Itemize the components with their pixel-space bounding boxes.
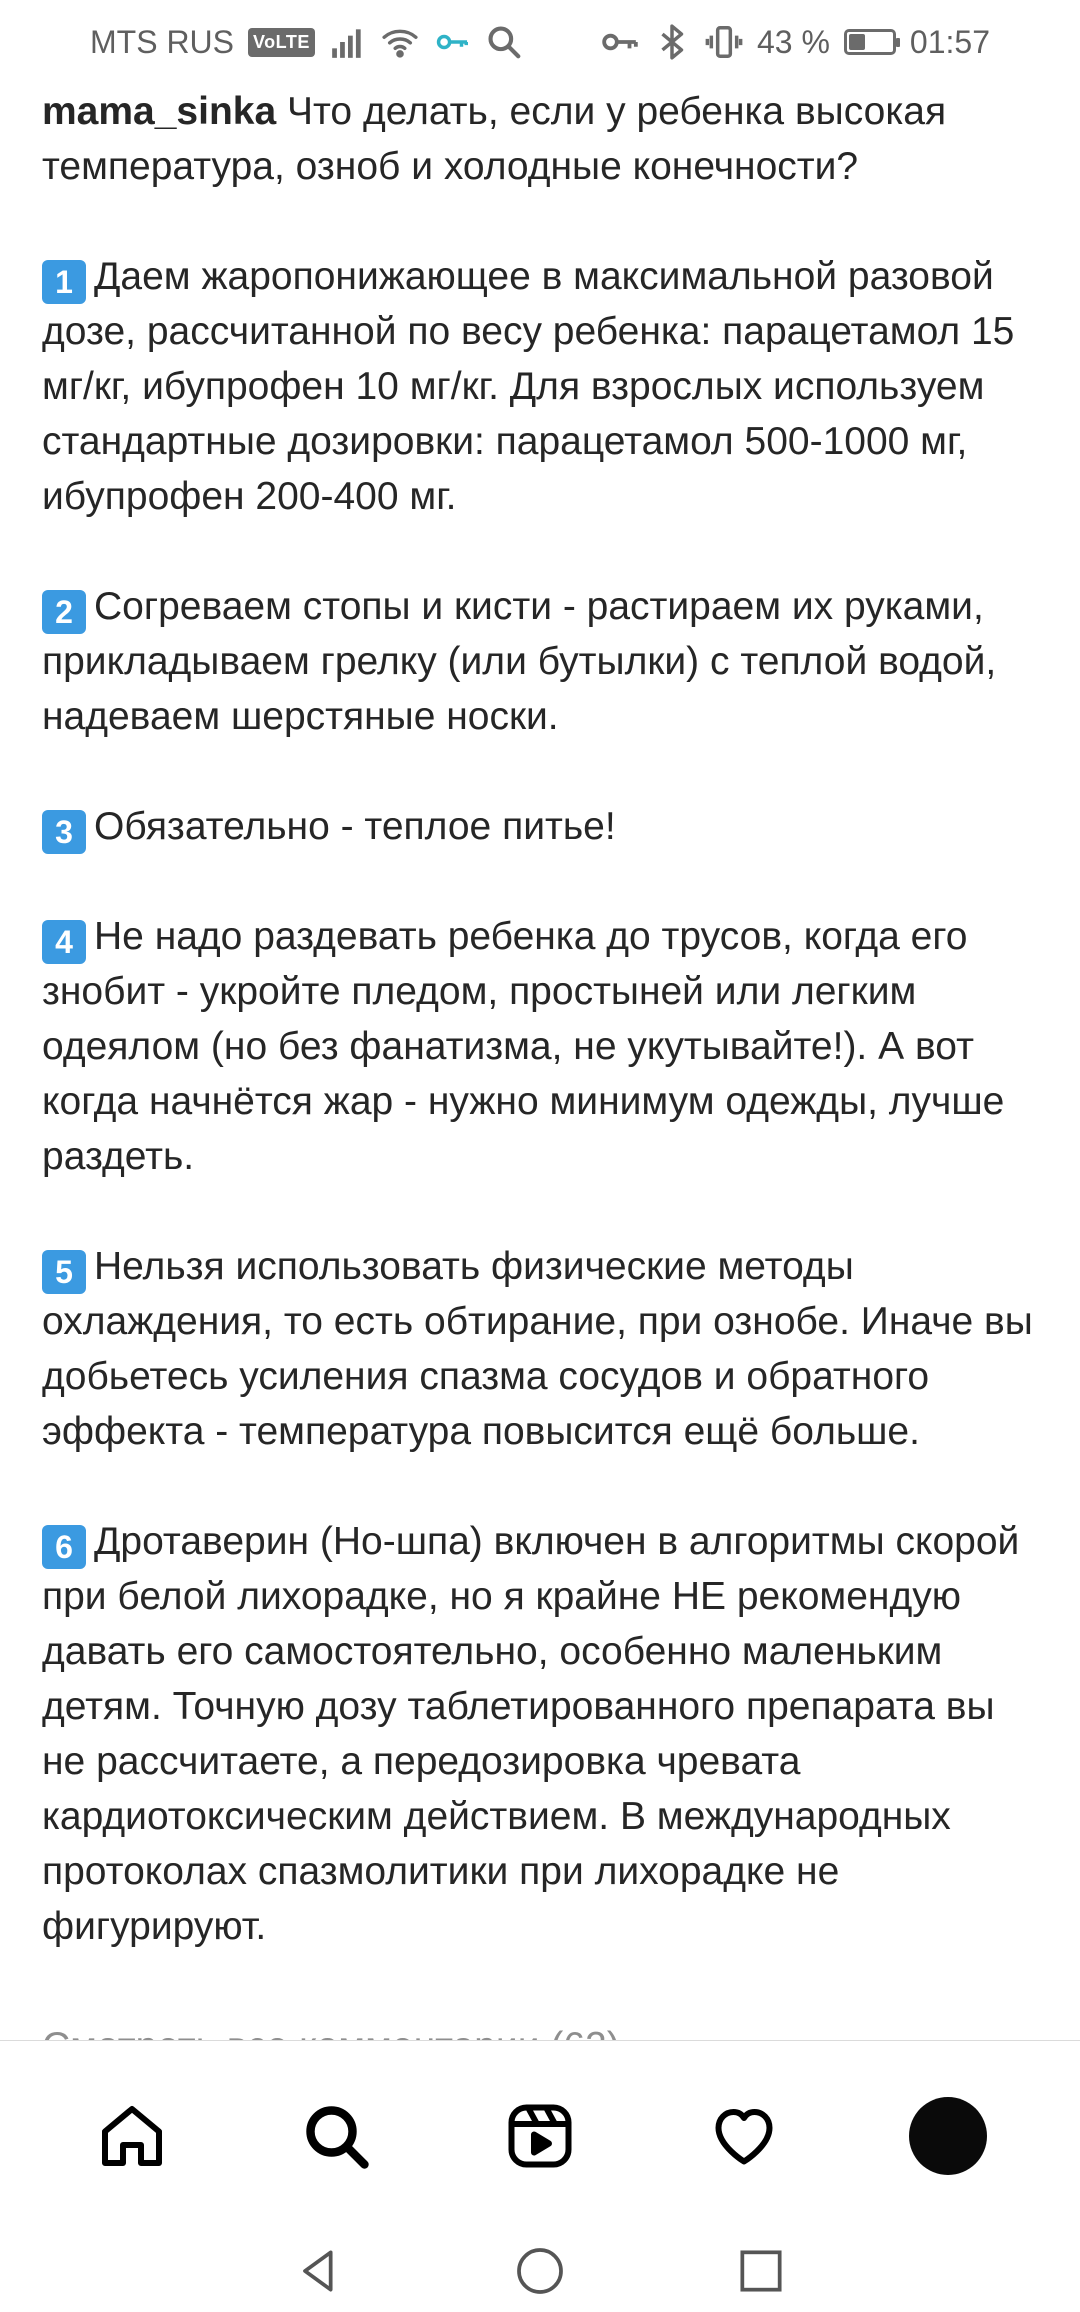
search-icon: [485, 23, 523, 61]
heart-icon: [708, 2100, 780, 2172]
recents-icon: [733, 2243, 789, 2299]
vibrate-icon: [705, 23, 743, 61]
number-badge: 3: [42, 810, 86, 854]
list-item-text: Нельзя использовать физические методы охлаждения, то есть обтирание, при ознобе. Иначе вы добьетесь усиления спазма сосудов и обратного эффекта - температура повысится ещё больше.: [42, 1245, 1033, 1453]
nav-profile[interactable]: [908, 2096, 988, 2176]
list-item-text: Не надо раздевать ребенка до трусов, когда его знобит - укройте пледом, простыней или легким одеялом (но без фанатизма, не укутывайте!). А вот когда начнётся жар - нужно минимум одежды, лучше раздеть.: [42, 915, 1005, 1178]
bluetooth-icon: [653, 23, 691, 61]
back-icon: [291, 2243, 347, 2299]
list-item: [42, 579, 1042, 744]
wifi-icon: [381, 23, 419, 61]
list-item-text: Дротаверин (Но-шпа) включен в алгоритмы скорой при белой лихорадке, но я крайне НЕ рекомендую давать его самостоятельно, особенно маленьким детям. Точную дозу таблетированного препарата вы не рассчитаете, а передозировка чревата кардиотоксическим действием. В международных протоколах спазмолитики при лихорадке не фигурируют.: [42, 1520, 1020, 1948]
signal-icon: [329, 23, 367, 61]
status-bar: [0, 0, 1080, 84]
comment-username[interactable]: mama_sinka: [42, 90, 277, 133]
comment-intro-text: Что делать, если у ребенка высокая температура, озноб и холодные конечности?: [42, 90, 947, 188]
list-item: [42, 909, 1042, 1184]
system-nav: [0, 2230, 1080, 2312]
comment-body: [42, 84, 1042, 1954]
comment-intro: [42, 84, 1042, 194]
clock: 01:57: [909, 23, 990, 60]
list-item-text: Согреваем стопы и кисти - растираем их руками, прикладываем грелку (или бутылки) с теплой водой, надеваем шерстяные носки.: [42, 585, 997, 738]
search-icon: [300, 2100, 372, 2172]
number-badge: 2: [42, 590, 86, 634]
list-item: [42, 799, 1042, 854]
carrier-label: MTS RUS: [90, 23, 234, 60]
vpn-key-icon: [433, 23, 471, 61]
battery-fill: [849, 34, 865, 50]
number-badge: 4: [42, 920, 86, 964]
battery-icon: [844, 29, 896, 55]
list-item: [42, 1514, 1042, 1954]
list-item: [42, 249, 1042, 524]
status-bar-left: [90, 23, 523, 61]
home-button[interactable]: [512, 2243, 568, 2299]
nav-home[interactable]: [92, 2096, 172, 2176]
profile-avatar: [909, 2097, 987, 2175]
volte-badge: VoLTE: [248, 28, 315, 57]
number-badge: 6: [42, 1525, 86, 1569]
nav-activity[interactable]: [704, 2096, 784, 2176]
bottom-nav: [0, 2040, 1080, 2230]
battery-percent: 43 %: [756, 23, 830, 60]
number-badge: 5: [42, 1250, 86, 1294]
list-item-text: Обязательно - теплое питье!: [94, 805, 616, 848]
key-icon: [601, 23, 639, 61]
back-button[interactable]: [291, 2243, 347, 2299]
home-circle-icon: [512, 2243, 568, 2299]
nav-reels[interactable]: [500, 2096, 580, 2176]
recents-button[interactable]: [733, 2243, 789, 2299]
number-badge: 1: [42, 260, 86, 304]
home-icon: [96, 2100, 168, 2172]
list-item-text: Даем жаропонижающее в максимальной разовой дозе, рассчитанной по весу ребенка: парацетамол 15 мг/кг, ибупрофен 10 мг/кг. Для взрослых используем стандартные дозировки: парацетамол 500-1000 мг, ибупрофен 200-400 мг.: [42, 255, 1015, 518]
status-bar-right: [601, 23, 990, 61]
nav-search[interactable]: [296, 2096, 376, 2176]
reels-icon: [504, 2100, 576, 2172]
list-item: [42, 1239, 1042, 1459]
